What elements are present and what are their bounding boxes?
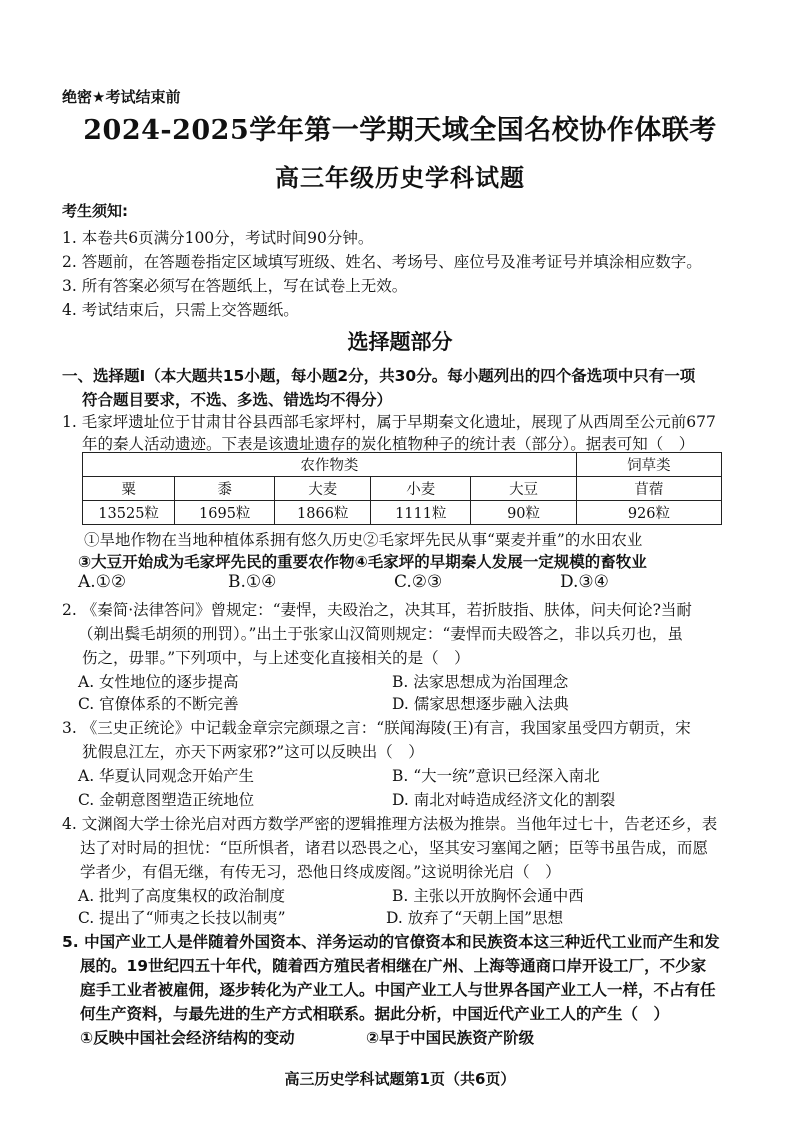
confidential-label: 绝密★考试结束前 (62, 88, 181, 106)
answer-option[interactable]: B.①④ (228, 572, 277, 592)
page-footer: 高三历史学科试题第1页（共6页） (284, 1070, 516, 1088)
section-title: 选择题部分 (347, 329, 453, 354)
table-header-cell: 小麦 (371, 477, 471, 501)
question-5-text: 何生产资料，与最先进的生产方式相联系。据此分析，中国近代产业工人的产生（ ） (80, 1005, 670, 1023)
question-4-text: 4. 文渊阁大学士徐光启对西方数学严密的逻辑推理方法极为推崇。当他年过七十，告老还乡，表 (62, 815, 718, 833)
answer-option[interactable]: D. 放弃了“天朝上国”思想 (386, 909, 564, 927)
table-group-header: 饲草类 (576, 453, 721, 477)
table-group-header: 农作物类 (83, 453, 577, 477)
seed-statistics-table (82, 452, 722, 525)
table-header-cell: 粟 (83, 477, 175, 501)
answer-option[interactable]: A. 华夏认同观念开始产生 (78, 767, 255, 785)
question-2-text: （剃出鬓毛胡须的刑罚）。”出土于张家山汉简则规定：“妻悍而夫殴答之，非以兵刃也，虽 (78, 625, 683, 643)
answer-option[interactable]: A. 批判了高度集权的政治制度 (78, 887, 286, 905)
question-3-text: 犹假息江左，亦天下两家邪?”这可以反映出（ ） (82, 743, 424, 761)
question-1-statement: ③大豆开始成为毛家坪先民的重要农作物④毛家坪的早期秦人发展一定规模的畜牧业 (78, 553, 647, 571)
question-5-text: 庭手工业者被雇佣，逐步转化为产业工人。中国产业工人与世界各国产业工人一样，不占有任 (80, 981, 716, 999)
answer-option[interactable]: C. 金朝意图塑造正统地位 (78, 791, 255, 809)
table-cell: 90粒 (471, 501, 577, 525)
question-1-statement: ①旱地作物在当地种植体系拥有悠久历史②毛家坪先民从事“粟麦并重”的水田农业 (84, 531, 643, 549)
notice-item: 2. 答题前，在答题卷指定区域填写班级、姓名、考场号、座位号及准考证号并填涂相应数字。 (62, 253, 702, 271)
question-5-text: 展的。19世纪四五十年代，随着西方殖民者相继在广州、上海等通商口岸开设工厂，不少家 (80, 957, 707, 975)
answer-option[interactable]: C. 提出了“师夷之长技以制夷” (78, 909, 286, 927)
answer-option[interactable]: D.③④ (560, 572, 609, 592)
notice-item: 4. 考试结束后，只需上交答题纸。 (62, 301, 299, 319)
question-1-text: 1. 毛家坪遗址位于甘肃甘谷县西部毛家坪村，属于早期秦文化遗址，展现了从西周至公元前677 (62, 413, 716, 431)
table-header-cell: 大豆 (471, 477, 577, 501)
table-cell: 13525粒 (83, 501, 175, 525)
answer-option[interactable]: A. 女性地位的逐步提高 (78, 673, 239, 691)
notice-heading: 考生须知: (62, 202, 128, 220)
answer-option[interactable]: B. 主张以开放胸怀会通中西 (392, 887, 584, 905)
exam-subtitle: 高三年级历史学科试题 (275, 163, 525, 192)
answer-option[interactable]: D. 南北对峙造成经济文化的割裂 (392, 791, 616, 809)
table-cell: 1866粒 (275, 501, 371, 525)
table-cell: 926粒 (576, 501, 721, 525)
question-5-statement: ②早于中国民族资产阶级 (366, 1029, 535, 1047)
answer-option[interactable]: C.②③ (394, 572, 443, 592)
table-row (83, 501, 722, 525)
answer-option[interactable]: A.①② (78, 572, 127, 592)
table-header-cell: 大麦 (275, 477, 371, 501)
answer-option[interactable]: B. “大一统”意识已经深入南北 (392, 767, 600, 785)
notice-item: 3. 所有答案必须写在答题纸上，写在试卷上无效。 (62, 277, 408, 295)
question-4-text: 学者少，有倡无继，有传无习，恐他日终成废阁。”这说明徐光启（ ） (80, 863, 561, 881)
question-5-text: 5. 中国产业工人是伴随着外国资本、洋务运动的官僚资本和民族资本这三种近代工业而产生和发 (62, 933, 720, 951)
question-5-statement: ①反映中国社会经济结构的变动 (80, 1029, 295, 1047)
table-header-cell: 苜蓿 (576, 477, 721, 501)
table-header-cell: 黍 (175, 477, 275, 501)
question-2-text: 2. 《秦简·法律答问》曾规定：“妻悍，夫殴治之，决其耳，若折肢指、肤体，问夫何论?当耐 (62, 601, 692, 619)
question-3-text: 3. 《三史正统论》中记载金章宗完颜璟之言：“朕闻海陵(王)有言，我国家虽受四方朝贡，宋 (62, 719, 691, 737)
notice-item: 1. 本卷共6页满分100分，考试时间90分钟。 (62, 229, 374, 247)
answer-option[interactable]: D. 儒家思想逐步融入法典 (392, 695, 569, 713)
table-cell: 1111粒 (371, 501, 471, 525)
question-4-text: 达了对时局的担忧：“臣所惧者，诸君以恐畏之心，坚其安习塞闻之陋；臣等书虽告成，而愿 (80, 839, 708, 857)
answer-option[interactable]: C. 官僚体系的不断完善 (78, 695, 239, 713)
question-2-text: 伤之，毋罪。”下列项中，与上述变化直接相关的是（ ） (82, 649, 470, 667)
exam-title: 2024-2025学年第一学期天域全国名校协作体联考 (83, 115, 717, 146)
section-intro: 一、选择题Ⅰ（本大题共15小题，每小题2分，共30分。每小题列出的四个备选项中只有一项 (62, 367, 696, 385)
table-cell: 1695粒 (175, 501, 275, 525)
answer-option[interactable]: B. 法家思想成为治国理念 (392, 673, 569, 691)
question-1-text: 年的秦人活动遗迹。下表是该遗址遗存的炭化植物种子的统计表（部分）。据表可知（ ） (82, 435, 695, 453)
section-intro: 符合题目要求，不选、多选、错选均不得分） (82, 391, 393, 409)
table-row (83, 477, 722, 501)
